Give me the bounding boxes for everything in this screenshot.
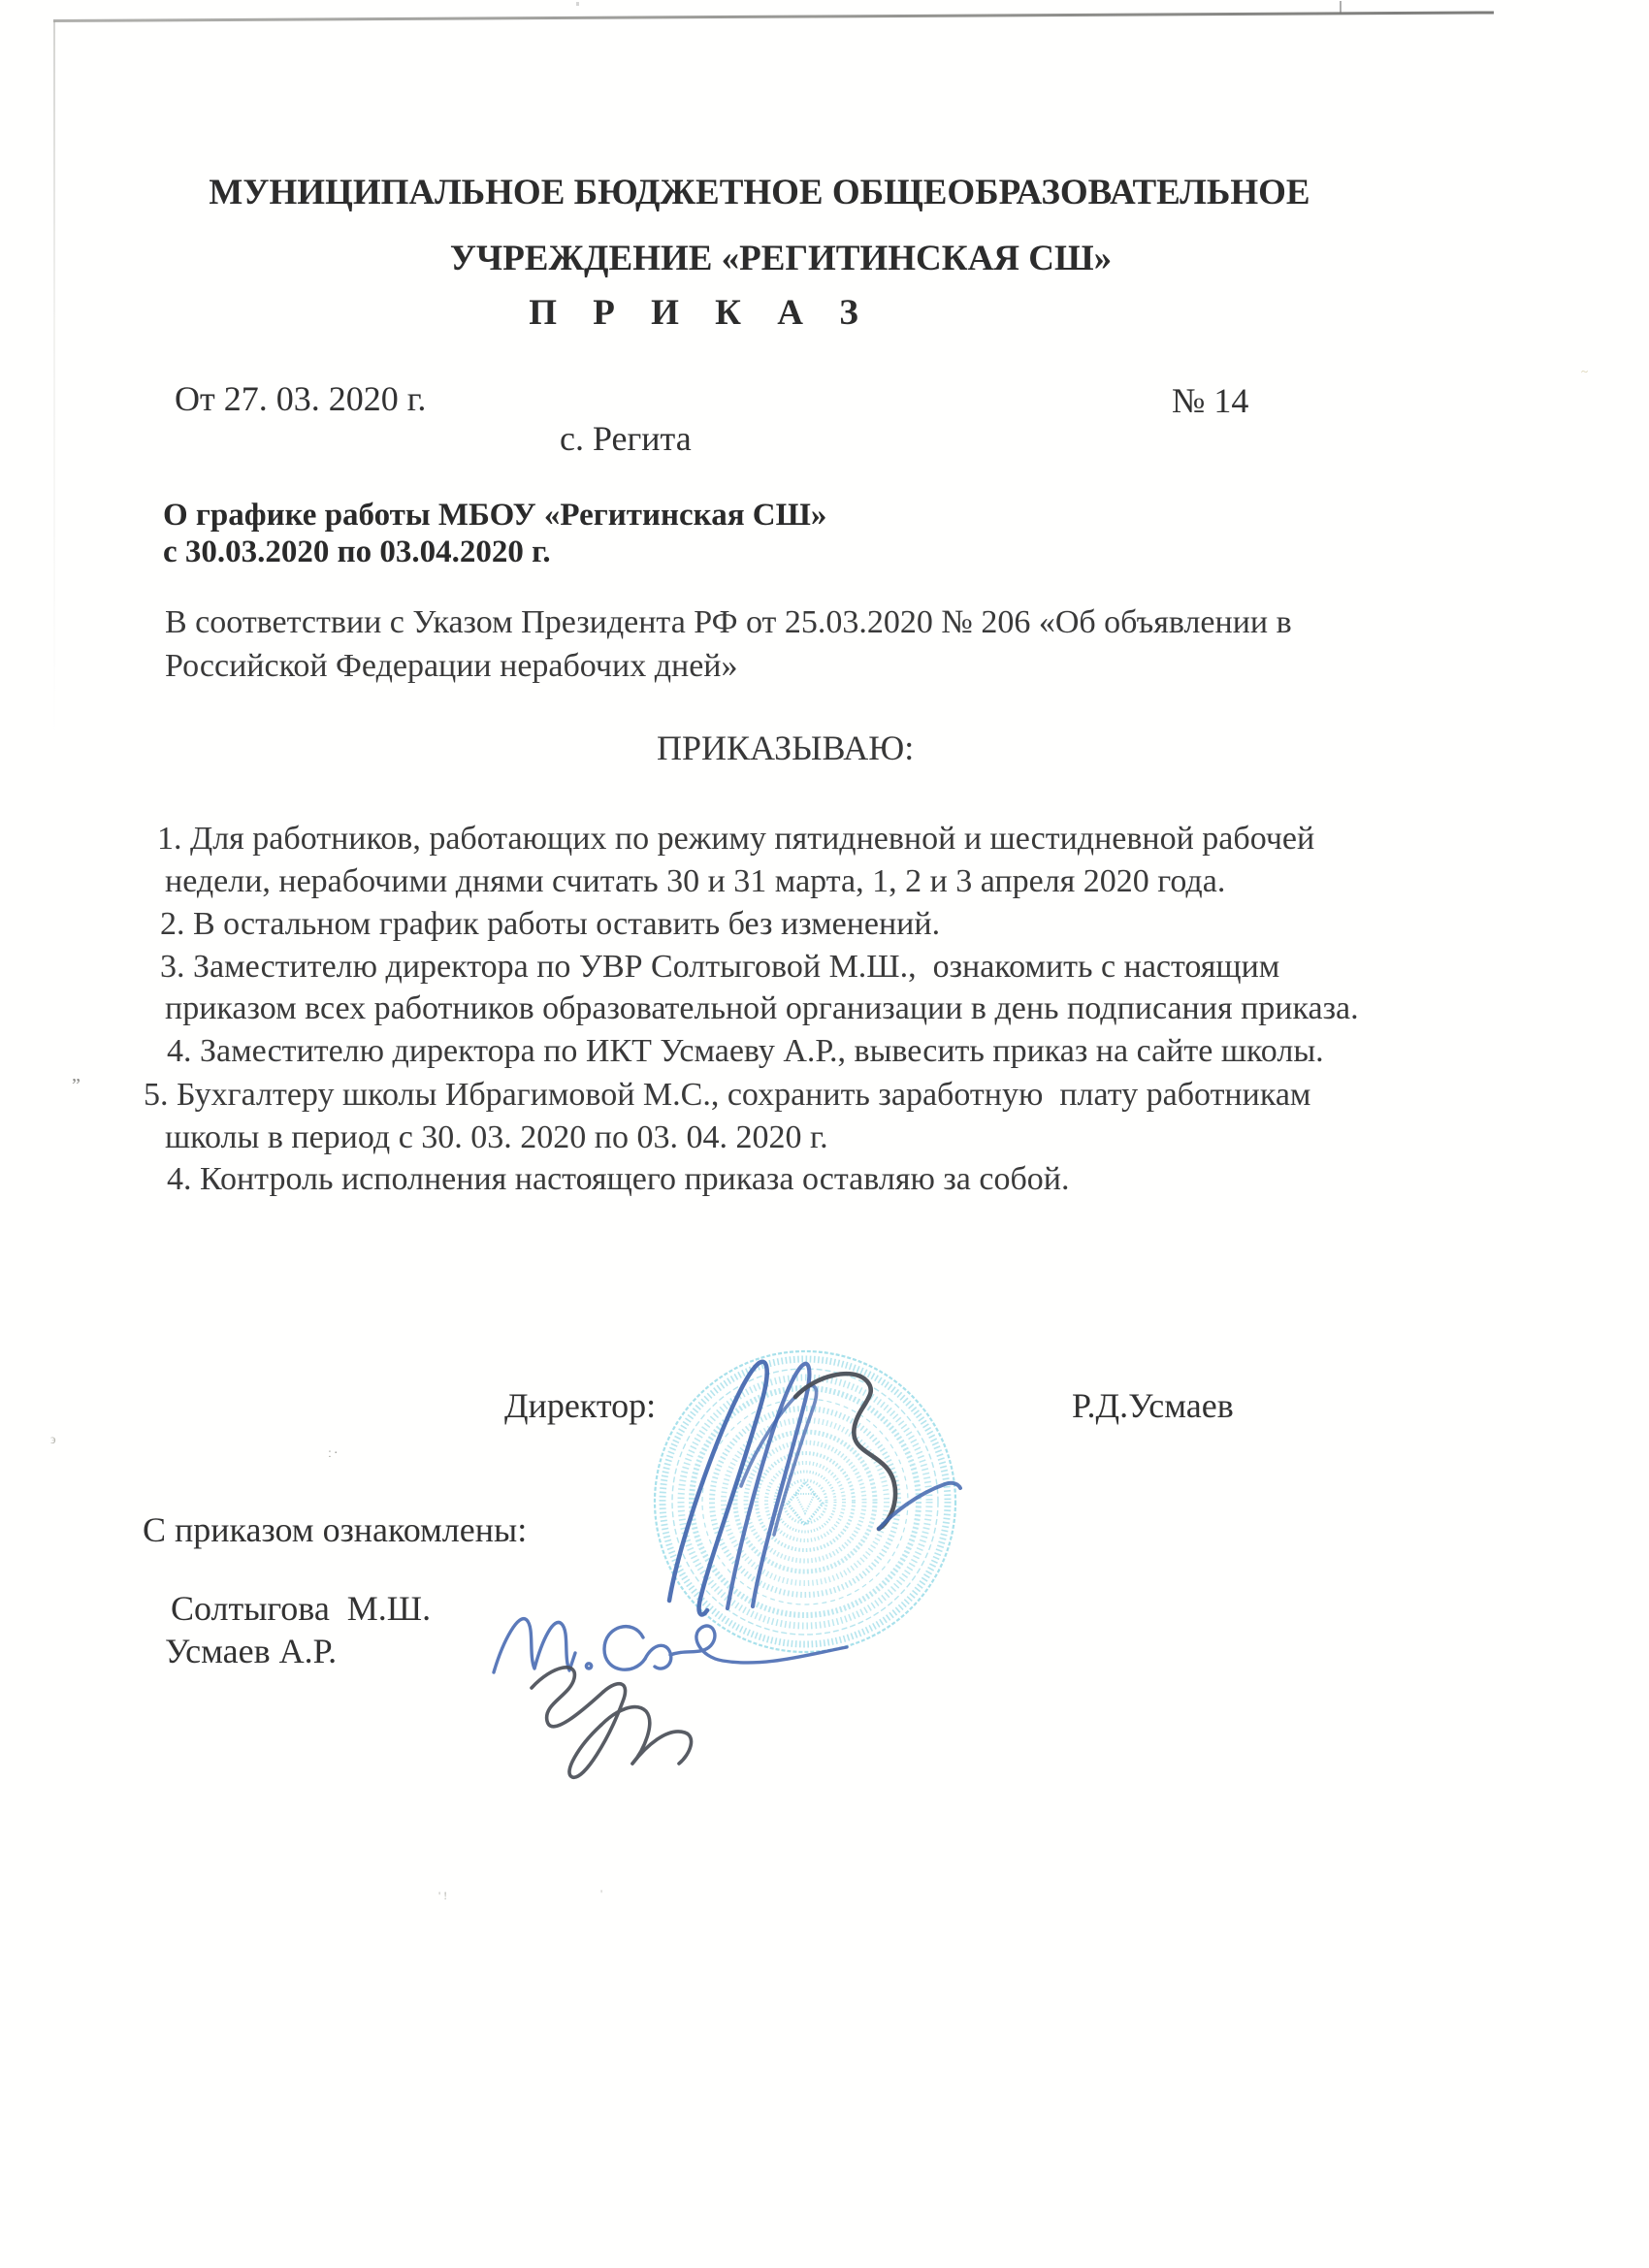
- order-item-line: 1. Для работников, работающих по режиму пятидневной и шестидневной рабочей: [157, 821, 1315, 857]
- scan-dot-mark: [576, 2, 579, 6]
- ack-name-soltygova: Солтыгова М.Ш.: [171, 1589, 432, 1628]
- scan-speck: ' !: [438, 1889, 448, 1902]
- scan-tick-mark: [1340, 1, 1342, 14]
- ack-label: С приказом ознакомлены:: [143, 1510, 528, 1549]
- scan-speck: ~: [1581, 364, 1589, 378]
- order-item-line: 2. В остальном график работы оставить без изменений.: [160, 906, 941, 942]
- order-item-line: школы в период с 30. 03. 2020 по 03. 04. 2020 г.: [165, 1119, 828, 1155]
- org-title-line1: МУНИЦИПАЛЬНОЕ БЮДЖЕТНОЕ ОБЩЕОБРАЗОВАТЕЛЬНОЕ: [209, 173, 1310, 212]
- order-item-line: приказом всех работников образовательной организации в день подписания приказа.: [165, 990, 1359, 1026]
- order-date: От 27. 03. 2020 г.: [175, 379, 427, 418]
- preamble-line2: Российской Федерации нерабочих дней»: [165, 648, 738, 684]
- scan-left-edge-line: [53, 21, 55, 739]
- subject-line1: О графике работы МБОУ «Регитинская СШ»: [163, 498, 827, 533]
- org-title-line2: УЧРЕЖДЕНИЕ «РЕГИТИНСКАЯ СШ»: [449, 239, 1113, 278]
- scan-speck: „: [72, 1064, 81, 1085]
- scan-top-edge-line: [53, 11, 1494, 22]
- subject-line2: с 30.03.2020 по 03.04.2020 г.: [163, 535, 551, 569]
- order-item-line: 5. Бухгалтеру школы Ибрагимовой М.С., сохранить заработную плату работникам: [144, 1077, 1311, 1113]
- scan-speck: ː·: [328, 1446, 340, 1461]
- usmaev-signature-strokes: [516, 1653, 729, 1794]
- order-place: с. Регита: [560, 419, 692, 458]
- scan-speck: ϶: [50, 1433, 56, 1447]
- director-name: Р.Д.Усмаев: [1072, 1386, 1234, 1425]
- scan-speck: ': [600, 1887, 603, 1900]
- order-item-line: 4. Контроль исполнения настоящего приказа оставляю за собой.: [167, 1161, 1070, 1197]
- order-item-line: 3. Заместителю директора по УВР Солтыговой М.Ш., ознакомить с настоящим: [160, 949, 1280, 985]
- ack-name-usmaev: Усмаев А.Р.: [165, 1632, 338, 1670]
- order-number: № 14: [1172, 381, 1249, 420]
- usmaev-signature: [516, 1618, 729, 1829]
- order-item-line: 4. Заместителю директора по ИКТ Усмаеву А.Р., вывесить приказ на сайте школы.: [167, 1033, 1324, 1069]
- doc-type-heading: П Р И К А З: [529, 293, 872, 333]
- order-word: ПРИКАЗЫВАЮ:: [657, 729, 915, 767]
- director-label: Директор:: [504, 1386, 657, 1425]
- order-item-line: недели, нерабочими днями считать 30 и 31 марта, 1, 2 и 3 апреля 2020 года.: [165, 863, 1226, 899]
- preamble-line1: В соответствии с Указом Президента РФ от 25.03.2020 № 206 «Об объявлении в: [165, 604, 1292, 640]
